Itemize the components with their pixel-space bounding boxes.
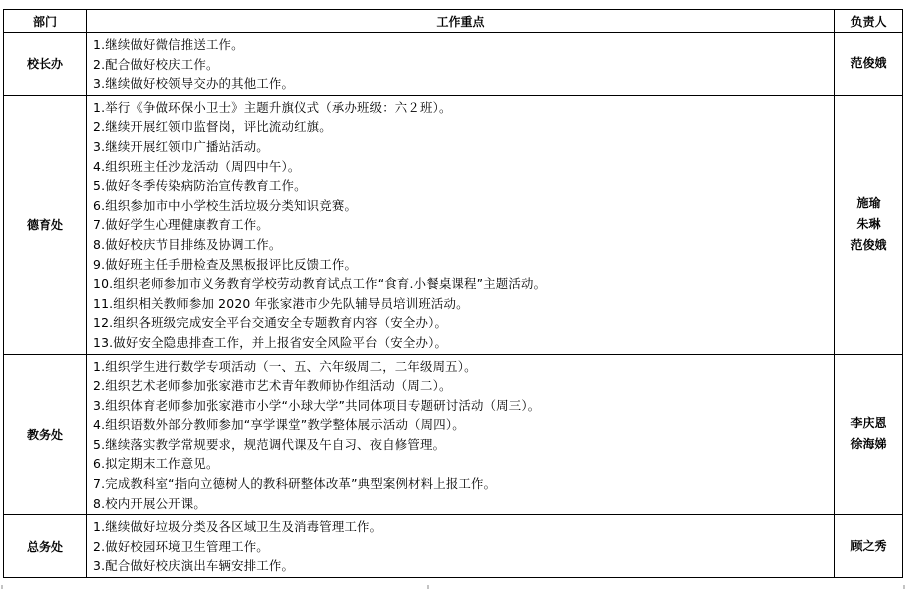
task-item: 1.继续做好垃圾分类及各区域卫生及消毒管理工作。 [93,519,383,535]
task-item: 2.配合做好校庆工作。 [93,56,219,72]
lead-name: 范俊娥 [850,56,887,71]
lead-cell [835,95,903,354]
lead-cell [835,33,903,96]
dept-cell: 教务处 [4,354,87,515]
tasks-cell [87,33,835,96]
task-item: 4.组织语数外部分教师参加“享学课堂”教学整体展示活动（周四）。 [93,417,465,433]
lead-cell [835,354,903,515]
task-item: 9.做好班主任手册检查及黑板报评比反馈工作。 [93,256,358,272]
lead-name: 李庆恩 [850,416,887,431]
task-item: 5.做好冬季传染病防治宣传教育工作。 [93,178,307,194]
task-item: 1.举行《争做环保小卫士》主题升旗仪式（承办班级：六２班）。 [93,99,452,115]
task-item: 11.组织相关教师参加 2020 年张家港市少先队辅导员培训班活动。 [93,295,469,311]
task-item: 1.继续做好微信推送工作。 [93,37,244,52]
tasks-cell [87,354,835,515]
task-item: 7.做好学生心理健康教育工作。 [93,217,269,233]
table-row [4,33,903,96]
lead-name: 徐海娣 [850,437,887,452]
dept-cell: 校长办 [4,33,87,96]
task-item: 1.组织学生进行数学专项活动（一、五、六年级周二，二年级周五）。 [93,358,477,374]
task-item: 2.组织艺术老师参加张家港市艺术青年教师协作组活动（周二）。 [93,378,452,394]
dept-cell: 德育处 [4,95,87,354]
lead-name: 施瑜 [856,196,881,211]
lead-name: 范俊娥 [850,238,887,253]
task-item: 3.继续开展红领巾广播站活动。 [93,138,269,154]
task-item: 8.校内开展公开课。 [93,495,206,511]
task-item: 6.组织参加市中小学校生活垃圾分类知识竞赛。 [93,197,358,213]
task-item: 13.做好安全隐患排查工作，并上报省安全风险平台（安全办）。 [93,334,448,350]
table-header-row [4,10,903,33]
task-item: 4.组织班主任沙龙活动（周四中午）。 [93,158,301,174]
task-item: 3.继续做好校领导交办的其他工作。 [93,76,295,92]
lead-name: 顾之秀 [850,538,887,553]
header-dept: 部门 [4,10,87,33]
task-item: 8.做好校庆节目排练及协调工作。 [93,236,282,252]
tasks-cell [87,515,835,578]
lead-name: 朱琳 [856,217,881,232]
task-item: 2.做好校园环境卫生管理工作。 [93,538,269,554]
task-item: 10.组织老师参加市义务教育学校劳动教育试点工作“食育.小餐桌课程”主题活动。 [93,276,547,292]
task-item: 5.继续落实教学常规要求，规范调代课及午自习、夜自修管理。 [93,436,446,452]
header-tasks: 工作重点 [87,10,835,33]
task-item: 3.组织体育老师参加张家港市小学“小球大学”共同体项目专题研讨活动（周三）。 [93,397,541,413]
dept-cell: 总务处 [4,515,87,578]
lead-cell [835,515,903,578]
tasks-cell [87,95,835,354]
task-item: 2.继续开展红领巾监督岗，评比流动红旗。 [93,119,332,135]
task-item: 3.配合做好校庆演出车辆安排工作。 [93,558,295,574]
work-plan-table [3,9,903,578]
table-row [4,515,903,578]
task-item: 7.完成教科室“指向立德树人的教科研整体改革”典型案例材料上报工作。 [93,476,497,492]
task-item: 6.拟定期末工作意见。 [93,456,219,472]
table-row [4,354,903,515]
task-item: 12.组织各班级完成安全平台交通安全专题教育内容（安全办）。 [93,315,448,331]
table-row [4,95,903,354]
header-lead: 负责人 [835,10,903,33]
